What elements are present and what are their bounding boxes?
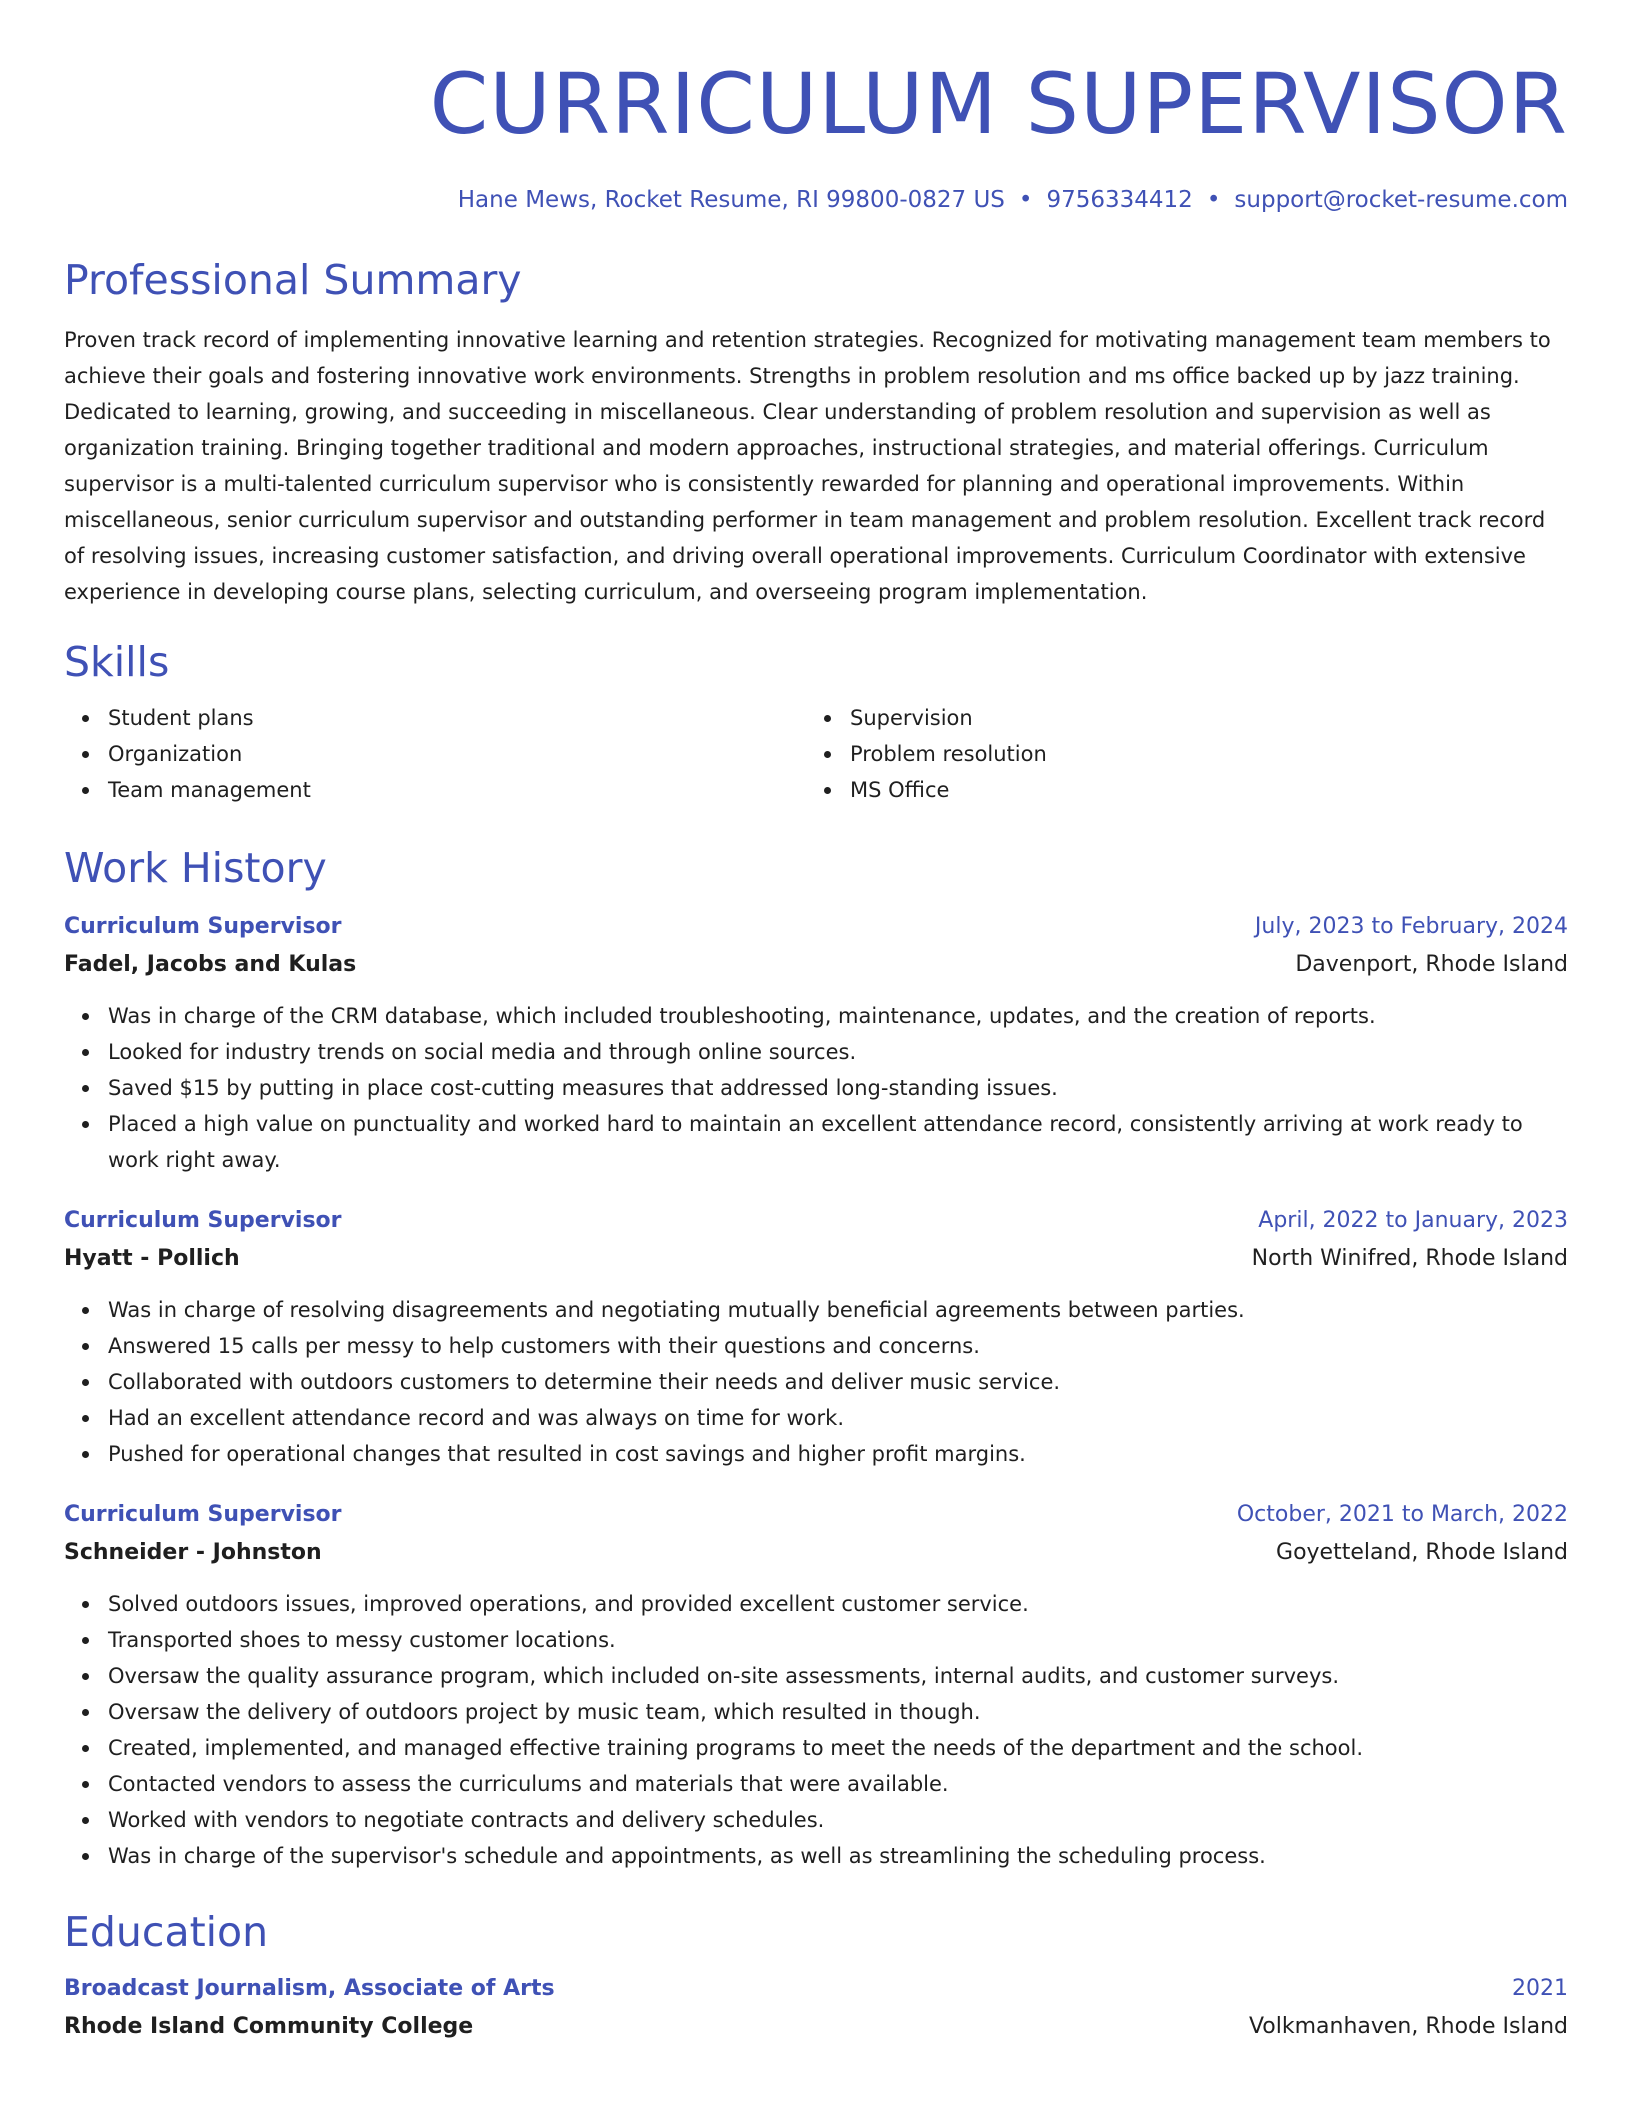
summary-text: Proven track record of implementing innovative learning and retention strategies. Recognized for motivating management team members to achieve their goals and fostering innovative work environments. Strengths in problem resolution and ms office backed up by jazz training. Dedicated to learning, growing, and succeeding in miscellaneous. Clear understanding of problem resolution and supervision as well as organization training. Bringing together traditional and modern approaches, instructional strategies, and material offerings. Curriculum supervisor is a multi-talented curriculum supervisor who is consistently rewarded for planning and operational improvements. Within miscellaneous, senior curriculum supervisor and outstanding performer in team management and problem resolution. Excellent track record of resolving issues, increasing customer satisfaction, and driving overall operational improvements. Curriculum Coordinator with extensive experience in developing course plans, selecting curriculum, and overseeing program implementation. xyxy=(64,328,1551,604)
duty-item: Looked for industry trends on social media and through online sources. xyxy=(108,1034,1568,1070)
job-location: Goyetteland, Rhode Island xyxy=(1276,1540,1568,1565)
duty-item: Oversaw the delivery of outdoors project by music team, which resulted in though. xyxy=(108,1694,1568,1730)
skills-column-left xyxy=(64,700,806,808)
duty-item: Was in charge of the supervisor's schedule and appointments, as well as streamlining the scheduling process. xyxy=(108,1838,1568,1874)
job-title: Curriculum Supervisor xyxy=(64,914,342,939)
job-company: Fadel, Jacobs and Kulas xyxy=(64,952,357,977)
education-school: Rhode Island Community College xyxy=(64,2014,474,2039)
job-entry xyxy=(64,1202,1568,1472)
duty-item: Created, implemented, and managed effective training programs to meet the needs of the department and the school. xyxy=(108,1730,1568,1766)
skill-item: Team management xyxy=(108,772,806,808)
contact-separator: • xyxy=(1206,187,1221,213)
summary-heading: Professional Summary xyxy=(64,256,522,304)
job-entry xyxy=(64,1496,1568,1874)
duty-item: Had an excellent attendance record and was always on time for work. xyxy=(108,1400,1568,1436)
duty-item: Pushed for operational changes that resulted in cost savings and higher profit margins. xyxy=(108,1436,1568,1472)
job-title-row xyxy=(64,1496,1568,1534)
job-dates: July, 2023 to February, 2024 xyxy=(1254,914,1568,939)
work-history-heading: Work History xyxy=(64,844,327,892)
job-company: Schneider - Johnston xyxy=(64,1540,322,1565)
job-company: Hyatt - Pollich xyxy=(64,1246,240,1271)
duty-item: Was in charge of the CRM database, which included troubleshooting, maintenance, updates, and the creation of reports. xyxy=(108,998,1568,1034)
duty-item: Placed a high value on punctuality and worked hard to maintain an excellent attendance record, consistently arriving at work ready to work right away. xyxy=(108,1106,1568,1178)
job-title: Curriculum Supervisor xyxy=(64,1502,342,1527)
job-entry xyxy=(64,908,1568,1178)
resume-header xyxy=(64,56,1568,216)
duty-item: Oversaw the quality assurance program, which included on-site assessments, internal audits, and customer surveys. xyxy=(108,1658,1568,1694)
job-dates: October, 2021 to March, 2022 xyxy=(1236,1502,1568,1527)
job-duties xyxy=(64,1586,1568,1874)
education-school-row xyxy=(64,2008,1568,2046)
job-location: North Winifred, Rhode Island xyxy=(1251,1246,1568,1271)
education-year: 2021 xyxy=(1512,1976,1568,2001)
job-title: Curriculum Supervisor xyxy=(64,1208,342,1233)
skill-item: Problem resolution xyxy=(850,736,1548,772)
job-location: Davenport, Rhode Island xyxy=(1295,952,1568,977)
duty-item: Transported shoes to messy customer locations. xyxy=(108,1622,1568,1658)
job-company-row xyxy=(64,946,1568,984)
contact-phone: 9756334412 xyxy=(1046,187,1193,213)
education-location: Volkmanhaven, Rhode Island xyxy=(1248,2014,1568,2039)
education-entry xyxy=(64,1970,1568,2046)
contact-separator: • xyxy=(1018,187,1033,213)
skills-column-right xyxy=(806,700,1548,808)
education-degree-row xyxy=(64,1970,1568,2008)
education-heading: Education xyxy=(64,1908,269,1956)
skill-item: Organization xyxy=(108,736,806,772)
duty-item: Contacted vendors to assess the curriculums and materials that were available. xyxy=(108,1766,1568,1802)
job-company-row xyxy=(64,1240,1568,1278)
candidate-name: CURRICULUM SUPERVISOR xyxy=(429,55,1568,153)
duty-item: Saved $15 by putting in place cost-cutting measures that addressed long-standing issues. xyxy=(108,1070,1568,1106)
contact-line xyxy=(64,184,1568,216)
education-degree: Broadcast Journalism, Associate of Arts xyxy=(64,1976,555,2001)
job-duties xyxy=(64,1292,1568,1472)
skill-item: Student plans xyxy=(108,700,806,736)
job-duties xyxy=(64,998,1568,1178)
duty-item: Was in charge of resolving disagreements and negotiating mutually beneficial agreements between parties. xyxy=(108,1292,1568,1328)
skill-item: Supervision xyxy=(850,700,1548,736)
skill-item: MS Office xyxy=(850,772,1548,808)
duty-item: Solved outdoors issues, improved operations, and provided excellent customer service. xyxy=(108,1586,1568,1622)
job-title-row xyxy=(64,908,1568,946)
duty-item: Answered 15 calls per messy to help customers with their questions and concerns. xyxy=(108,1328,1568,1364)
contact-address: Hane Mews, Rocket Resume, RI 99800-0827 US xyxy=(457,187,1005,213)
skills-list xyxy=(64,700,1568,808)
job-company-row xyxy=(64,1534,1568,1572)
duty-item: Worked with vendors to negotiate contracts and delivery schedules. xyxy=(108,1802,1568,1838)
job-dates: April, 2022 to January, 2023 xyxy=(1258,1208,1568,1233)
contact-email: support@rocket-resume.com xyxy=(1234,187,1568,213)
skills-heading: Skills xyxy=(64,638,170,686)
job-title-row xyxy=(64,1202,1568,1240)
duty-item: Collaborated with outdoors customers to determine their needs and deliver music service. xyxy=(108,1364,1568,1400)
